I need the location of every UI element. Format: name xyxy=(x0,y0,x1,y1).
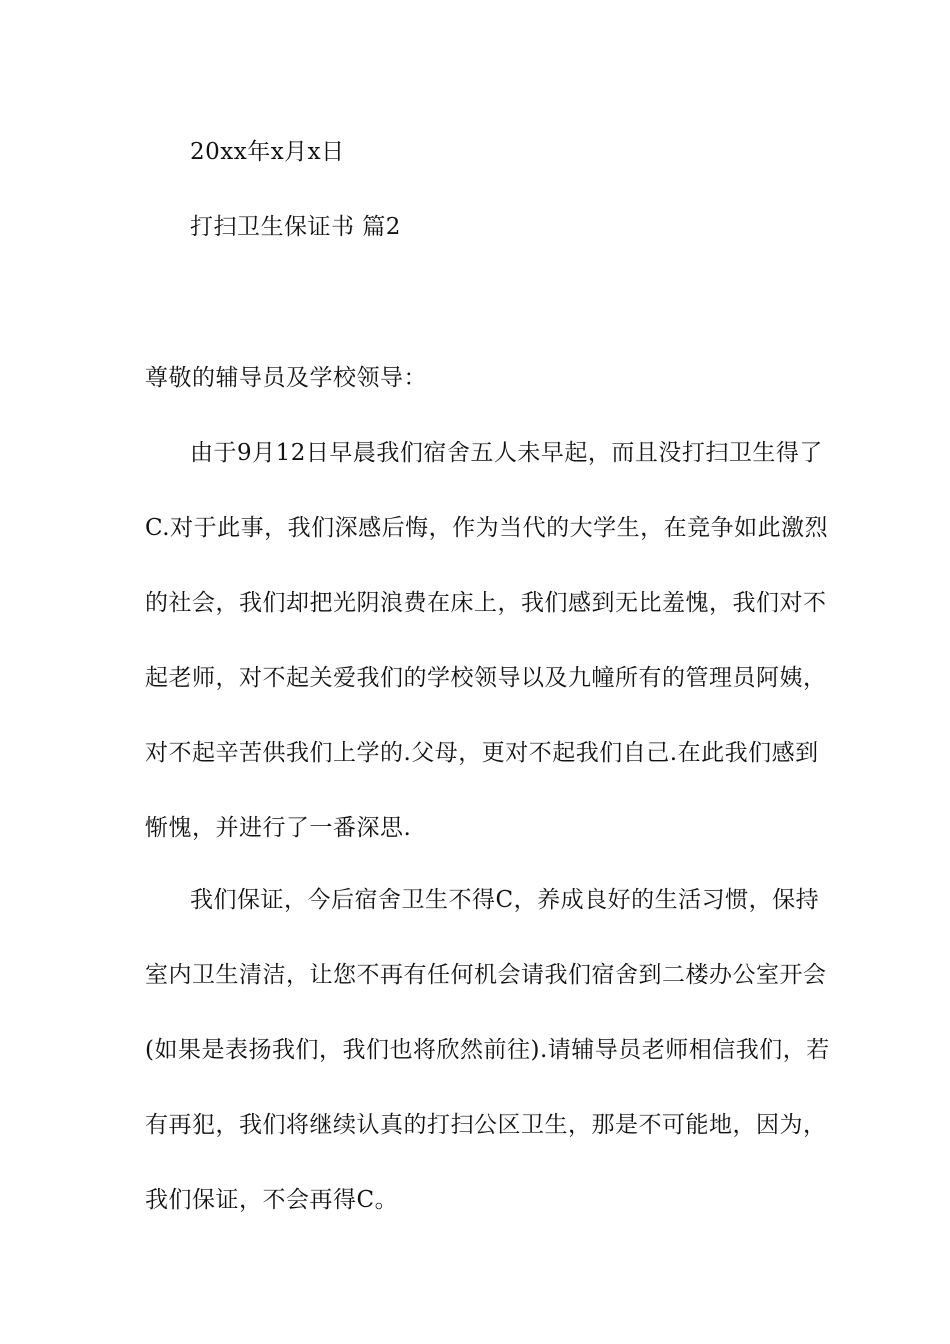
paragraph-line: 对不起辛苦供我们上学的.父母，更对不起我们自己.在此我们感到 xyxy=(145,740,819,766)
section-title: 打扫卫生保证书 篇2 xyxy=(190,214,401,240)
paragraph-line: 由于9月12日早晨我们宿舍五人未早起，而且没打扫卫生得了 xyxy=(190,440,823,466)
date-line: 20xx年x月x日 xyxy=(190,139,345,165)
paragraph-line: 惭愧，并进行了一番深思. xyxy=(145,815,412,841)
salutation: 尊敬的辅导员及学校领导： xyxy=(145,365,427,391)
paragraph-line: 的社会，我们却把光阴浪费在床上，我们感到无比羞愧，我们对不 xyxy=(145,590,827,616)
paragraph-line: 我们保证，今后宿舍卫生不得C，养成良好的生活习惯，保持 xyxy=(190,887,820,913)
paragraph-line: 室内卫生清洁，让您不再有任何机会请我们宿舍到二楼办公室开会 xyxy=(145,962,827,988)
paragraph-line: 起老师，对不起关爱我们的学校领导以及九幢所有的管理员阿姨， xyxy=(145,665,827,691)
paragraph-line: (如果是表扬我们，我们也将欣然前往).请辅导员老师相信我们，若 xyxy=(145,1037,830,1063)
paragraph-line: 我们保证，不会再得C。 xyxy=(145,1187,399,1213)
paragraph-line: C.对于此事，我们深感后悔，作为当代的大学生，在竞争如此激烈 xyxy=(145,515,829,541)
paragraph-line: 有再犯，我们将继续认真的打扫公区卫生，那是不可能地，因为， xyxy=(145,1112,827,1138)
